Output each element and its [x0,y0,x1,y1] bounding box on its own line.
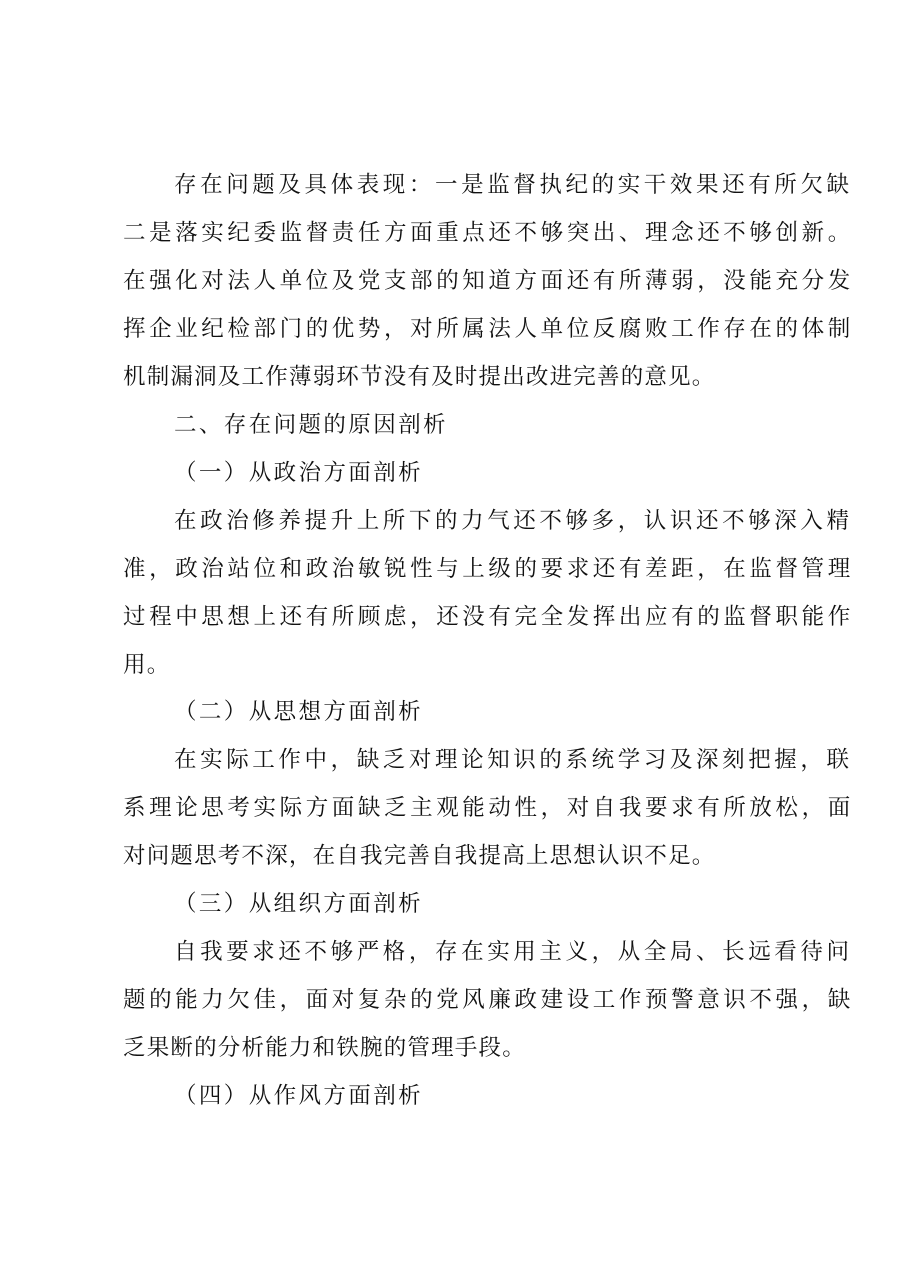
paragraph-organizational-line-2: 题的能力欠佳，面对复杂的党风廉政建设工作预警意识不强，缺 [123,987,854,1013]
paragraph-political-line-2: 准，政治站位和政治敏锐性与上级的要求还有差距，在监督管理 [123,556,854,582]
subsection-title-work-style: （四）从作风方面剖析 [174,1083,424,1109]
paragraph-problems-line-4: 挥企业纪检部门的优势，对所属法人单位反腐败工作存在的体制 [123,316,854,342]
paragraph-political-line-3: 过程中思想上还有所顾虑，还没有完全发挥出应有的监督职能作 [123,604,854,630]
paragraph-problems-line-3: 在强化对法人单位及党支部的知道方面还有所薄弱，没能充分发 [123,268,854,294]
paragraph-political-line-1: 在政治修养提升上所下的力气还不够多，认识还不够深入精 [174,508,853,534]
paragraph-organizational-line-1: 自我要求还不够严格，存在实用主义，从全局、长远看待问 [174,939,853,965]
paragraph-ideological-line-3: 对问题思考不深，在自我完善自我提高上思想认识不足。 [123,843,716,869]
subsection-title-ideological: （二）从思想方面剖析 [174,699,424,725]
paragraph-ideological-line-2: 系理论思考实际方面缺乏主观能动性，对自我要求有所放松，面 [123,795,854,821]
subsection-title-political: （一）从政治方面剖析 [174,460,424,486]
paragraph-problems-line-2: 二是落实纪委监督责任方面重点还不够突出、理念还不够创新。 [123,220,854,246]
section-title-cause-analysis: 二、存在问题的原因剖析 [174,412,448,438]
paragraph-organizational-line-3: 乏果断的分析能力和铁腕的管理手段。 [123,1035,526,1061]
subsection-title-organizational: （三）从组织方面剖析 [174,891,424,917]
paragraph-problems-line-1: 存在问题及具体表现：一是监督执纪的实干效果还有所欠缺 [174,172,853,198]
paragraph-political-line-4: 用。 [123,652,171,678]
paragraph-ideological-line-1: 在实际工作中，缺乏对理论知识的系统学习及深刻把握，联 [174,747,853,773]
paragraph-problems-line-5: 机制漏洞及工作薄弱环节没有及时提出改进完善的意见。 [123,364,716,390]
